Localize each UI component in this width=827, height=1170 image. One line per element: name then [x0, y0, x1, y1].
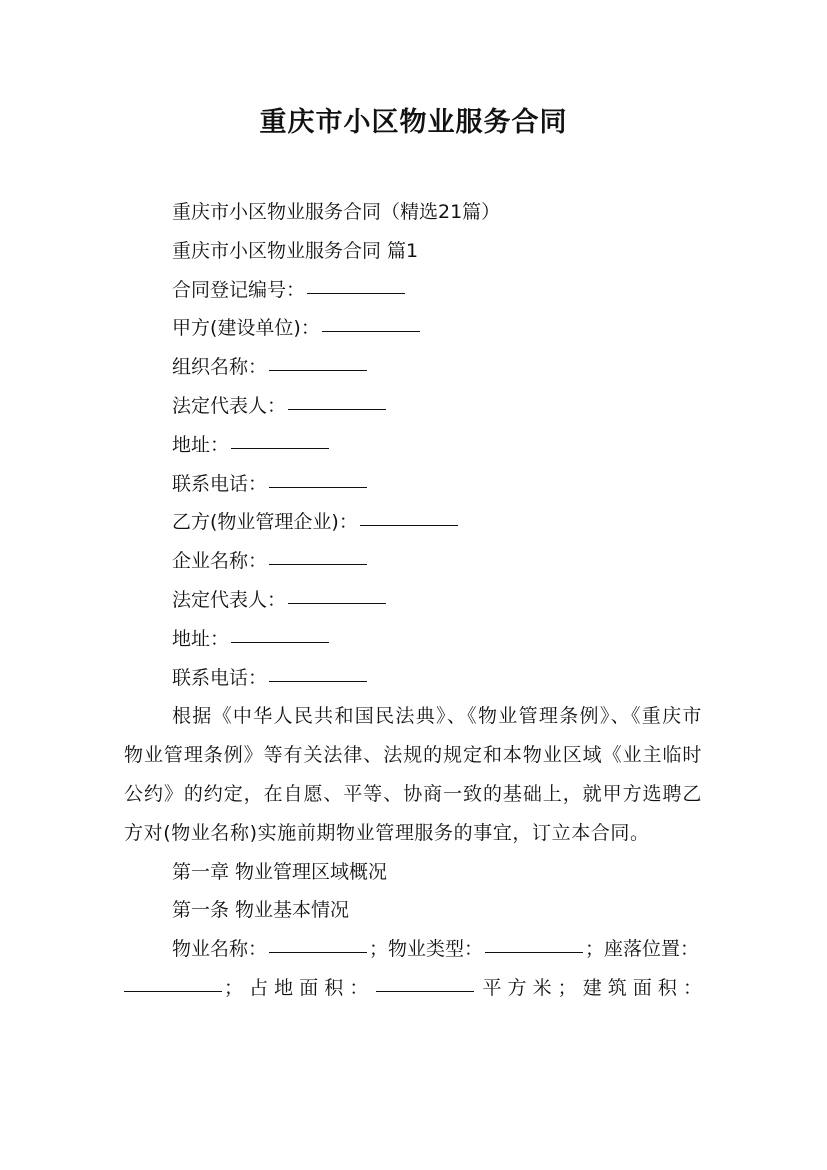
field-label: 甲方(建设单位)： [172, 317, 320, 340]
field-address-b [124, 620, 702, 659]
sqm-building-area-label: 平方米；建筑面积： [476, 976, 702, 999]
property-type-label: ；物业类型： [369, 938, 484, 961]
blank-line [124, 990, 222, 992]
field-party-b [124, 503, 702, 542]
blank-line [360, 524, 458, 526]
field-label: 组织名称： [172, 356, 268, 379]
property-info-line-2 [124, 969, 702, 1008]
field-label: 企业名称： [172, 550, 268, 573]
property-info-line-1 [124, 930, 702, 969]
field-label: 联系电话： [172, 472, 268, 495]
field-phone-b [124, 659, 702, 698]
document-title: 重庆市小区物业服务合同 [259, 107, 568, 138]
blank-line [307, 292, 405, 294]
field-phone-a [124, 465, 702, 504]
blank-line [322, 330, 420, 332]
field-legal-rep-b [124, 581, 702, 620]
preamble-paragraph: 根据《中华人民共和国民法典》、《物业管理条例》、《重庆市物业管理条例》等有关法律、法规的规定和本物业区域《业主临时公约》的约定，在自愿、平等、协商一致的基础上，就甲方选聘乙方对(物业名称)实施前期物业管理服务的事宜，订立本合同。 [124, 705, 702, 844]
field-label: 地址： [172, 433, 230, 456]
field-label: 法定代表人： [172, 588, 287, 611]
property-location-label: ；座落位置： [585, 938, 700, 961]
field-label: 联系电话： [172, 666, 268, 689]
blank-line [269, 486, 367, 488]
blank-line [231, 641, 329, 643]
field-company-name [124, 542, 702, 581]
blank-line [288, 602, 386, 604]
property-name-label: 物业名称： [172, 938, 268, 961]
land-area-label: ；占地面积： [224, 976, 375, 999]
blank-line [376, 990, 474, 992]
article-title: 第一条 物业基本情况 [172, 899, 350, 922]
field-address-a [124, 426, 702, 465]
blank-line [288, 408, 386, 410]
field-party-a [124, 309, 702, 348]
field-org-name [124, 348, 702, 387]
document-body [124, 193, 702, 1008]
blank-line [231, 447, 329, 449]
blank-line [485, 951, 583, 953]
blank-line [269, 951, 367, 953]
subtitle: 重庆市小区物业服务合同（精选21篇） [172, 201, 501, 223]
blank-line [269, 680, 367, 682]
blank-line [269, 369, 367, 371]
blank-line [269, 563, 367, 565]
field-label: 法定代表人： [172, 394, 287, 417]
field-label: 地址： [172, 627, 230, 650]
chapter-heading: 第一章 物业管理区域概况 [172, 860, 388, 883]
article-heading: 重庆市小区物业服务合同 篇1 [172, 239, 419, 262]
field-contract-number [124, 271, 702, 310]
field-legal-rep-a [124, 387, 702, 426]
field-label: 乙方(物业管理企业)： [172, 511, 358, 534]
field-label: 合同登记编号： [172, 278, 306, 301]
